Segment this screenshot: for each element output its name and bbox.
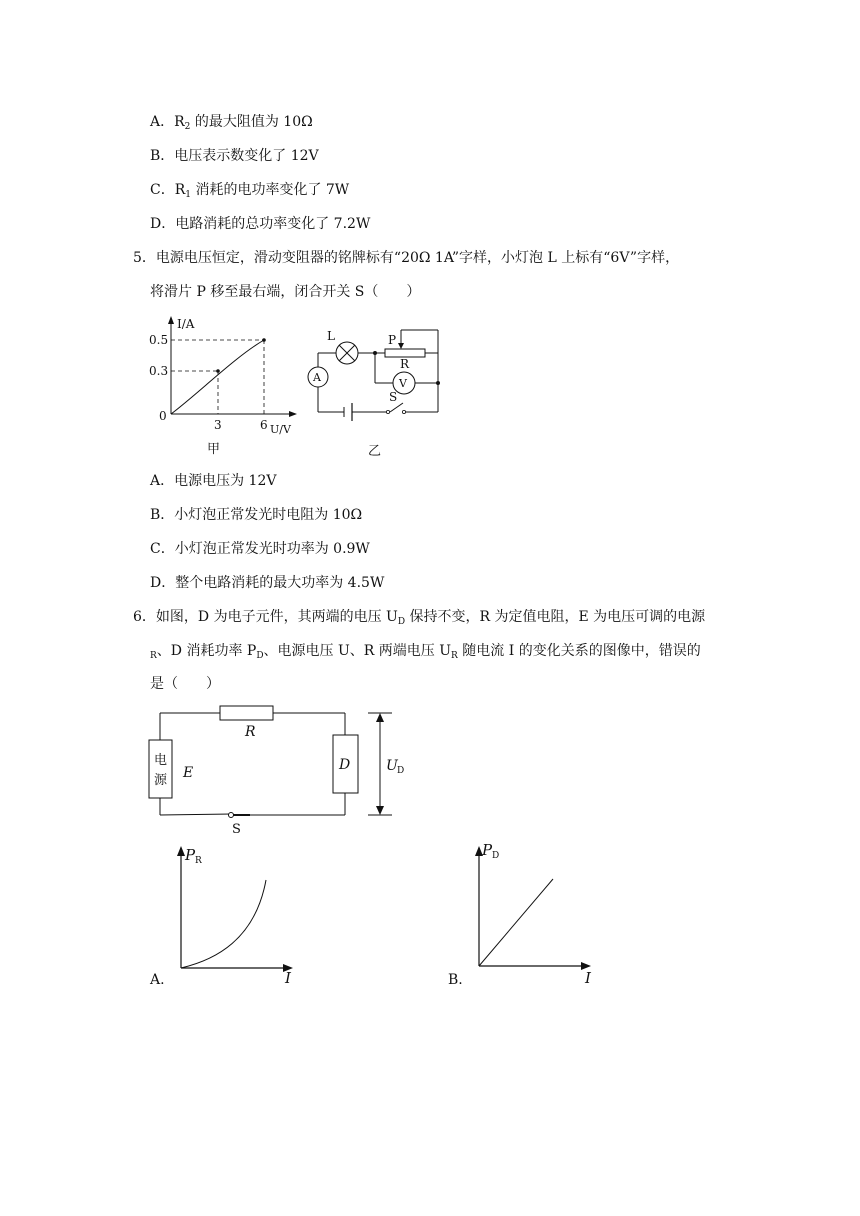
label-P: P bbox=[388, 333, 397, 347]
ytick-05: 0.5 bbox=[149, 333, 169, 347]
ytick-03: 0.3 bbox=[149, 364, 169, 378]
pd-line bbox=[479, 879, 553, 966]
label-R: R bbox=[245, 724, 256, 740]
label-UD-sub: D bbox=[397, 766, 405, 776]
q6-circuit bbox=[140, 700, 420, 840]
ylabel: P bbox=[185, 846, 196, 864]
caption-yi: 乙 bbox=[368, 444, 382, 459]
label-S: S bbox=[389, 390, 398, 404]
q6-graph-b bbox=[445, 838, 605, 988]
ylabel-sub: D bbox=[492, 851, 500, 861]
q6-stem-line2: $_R$、D 消耗功率 $P_D$、电源电压 U、R 两端电压 $U_R$ 随电流 I 的变化关系的图像中，错误的 bbox=[150, 643, 701, 661]
q6-graph-a bbox=[145, 840, 305, 990]
q5-option-b: B．小灯泡正常发光时电阻为 10Ω bbox=[150, 507, 363, 523]
option-b-label: B. bbox=[448, 972, 463, 988]
xlabel: I bbox=[585, 969, 591, 987]
origin-label: 0 bbox=[159, 409, 167, 423]
label-A: A bbox=[313, 371, 321, 384]
q4-option-a: A．$R_2$ 的最大阻值为 10Ω bbox=[150, 114, 313, 132]
label-D: D bbox=[339, 757, 351, 773]
q4-option-b: B．电压表示数变化了 12V bbox=[150, 148, 319, 164]
label-L: L bbox=[327, 329, 335, 343]
q4-option-d: D．电路消耗的总功率变化了 7.2W bbox=[150, 216, 371, 232]
q5-stem-line2: 将滑片 P 移至最右端，闭合开关 S（ ） bbox=[150, 284, 421, 300]
label-src2: 源 bbox=[154, 773, 168, 788]
ylabel: I/A bbox=[177, 317, 195, 331]
ylabel: P bbox=[482, 841, 493, 859]
q4-option-c: C．$R_1$ 消耗的电功率变化了 7W bbox=[150, 182, 350, 200]
label-src1: 电 bbox=[154, 753, 168, 768]
xtick-3: 3 bbox=[214, 418, 222, 432]
q5-option-c: C．小灯泡正常发光时功率为 0.9W bbox=[150, 541, 370, 557]
label-R: R bbox=[400, 357, 410, 371]
q5-stem-line1: 5．电源电压恒定，滑动变阻器的铭牌标有“20Ω 1A”字样，小灯泡 L 上标有“6V”字样， bbox=[133, 250, 680, 266]
q5-graph-jia bbox=[145, 312, 305, 462]
q5-option-d: D．整个电路消耗的最大功率为 4.5W bbox=[150, 575, 385, 591]
label-E: E bbox=[183, 765, 194, 781]
option-a-label: A. bbox=[150, 972, 165, 988]
pr-curve bbox=[181, 880, 266, 968]
xtick-6: 6 bbox=[260, 418, 268, 432]
label-UD: U bbox=[386, 758, 398, 774]
q5-option-a: A．电源电压为 12V bbox=[150, 473, 277, 489]
q6-stem-line1: 6．如图，D 为电子元件，其两端的电压 $U_D$ 保持不变，R 为定值电阻，E 为电压可调的电源 bbox=[133, 609, 706, 627]
caption-jia: 甲 bbox=[207, 442, 221, 457]
xlabel: I bbox=[285, 969, 291, 987]
q6-stem-line3: 是（ ） bbox=[150, 676, 220, 692]
ylabel-sub: R bbox=[195, 856, 202, 866]
xlabel: U/V bbox=[270, 423, 291, 436]
label-V: V bbox=[399, 377, 407, 390]
label-S: S bbox=[232, 822, 241, 837]
q5-circuit-yi bbox=[300, 320, 450, 460]
iv-curve bbox=[171, 340, 264, 414]
